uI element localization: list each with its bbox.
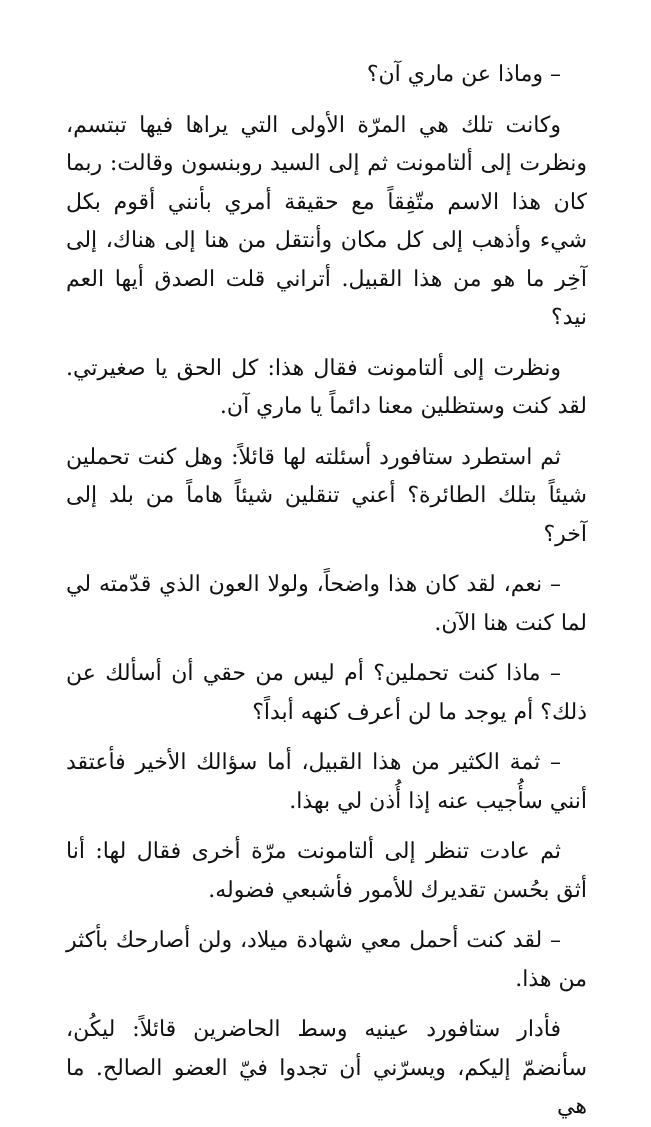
paragraph [66, 107, 587, 338]
paragraph [66, 350, 587, 427]
paragraph-text: – نعم، لقد كان هذا واضحاً، ولولا العون الذي قدّمته لي لما كنت هنا الآن. [66, 572, 587, 636]
paragraph-text: فأدار ستافورد عينيه وسط الحاضرين قائلاً: ليكُن، سأنضمّ إليكم، ويسرّني أن تجدوا فيّ العضو الصالح. ما هي [66, 1017, 587, 1119]
paragraph [66, 922, 587, 999]
paragraph [66, 1011, 587, 1127]
paragraph-text: – ماذا كنت تحملين؟ أم ليس من حقي أن أسألك عن ذلك؟ أم يوجد ما لن أعرف كنهه أبداً؟ [66, 661, 587, 725]
paragraph-text: وكانت تلك هي المرّة الأولى التي يراها فيها تبتسم، ونظرت إلى ألتامونت ثم إلى السيد روبنسون وقالت: ربما كان هذا الاسم متّفِقاً مع حقيقة أمري بأنني أقوم بكل شيء وأذهب إلى كل مكان وأنتقل من هنا إلى هناك، إلى آخِر ما هو من هذا القبيل. أتراني قلت الصدق أيها العم نيد؟ [66, 112, 587, 330]
paragraph [66, 833, 587, 910]
paragraph [66, 744, 587, 821]
paragraph-text: ثم عادت تنظر إلى ألتامونت مرّة أخرى فقال لها: أنا أثق بحُسن تقديرك للأمور فأشبعي فضوله. [66, 839, 587, 903]
paragraph [66, 655, 587, 732]
paragraph [66, 566, 587, 643]
paragraph [66, 56, 587, 95]
paragraph-text: ثم استطرد ستافورد أسئلته لها قائلاً: وهل كنت تحملين شيئاً بتلك الطائرة؟ أعني تنقلين شيئاً هاماً من بلد إلى آخر؟ [66, 444, 587, 547]
paragraph-text: – ثمة الكثير من هذا القبيل، أما سؤالك الأخير فأعتقد أنني سأُجيب عنه إذا أُذن لي بهذا. [66, 750, 587, 814]
paragraph [66, 439, 587, 555]
paragraph-text: ونظرت إلى ألتامونت فقال هذا: كل الحق يا صغيرتي. لقد كنت وستظلين معنا دائماً يا ماري آن. [66, 355, 587, 419]
paragraph-text: – لقد كنت أحمل معي شهادة ميلاد، ولن أصارحك بأكثر من هذا. [66, 928, 587, 992]
paragraph-text: – وماذا عن ماري آن؟ [366, 62, 561, 87]
